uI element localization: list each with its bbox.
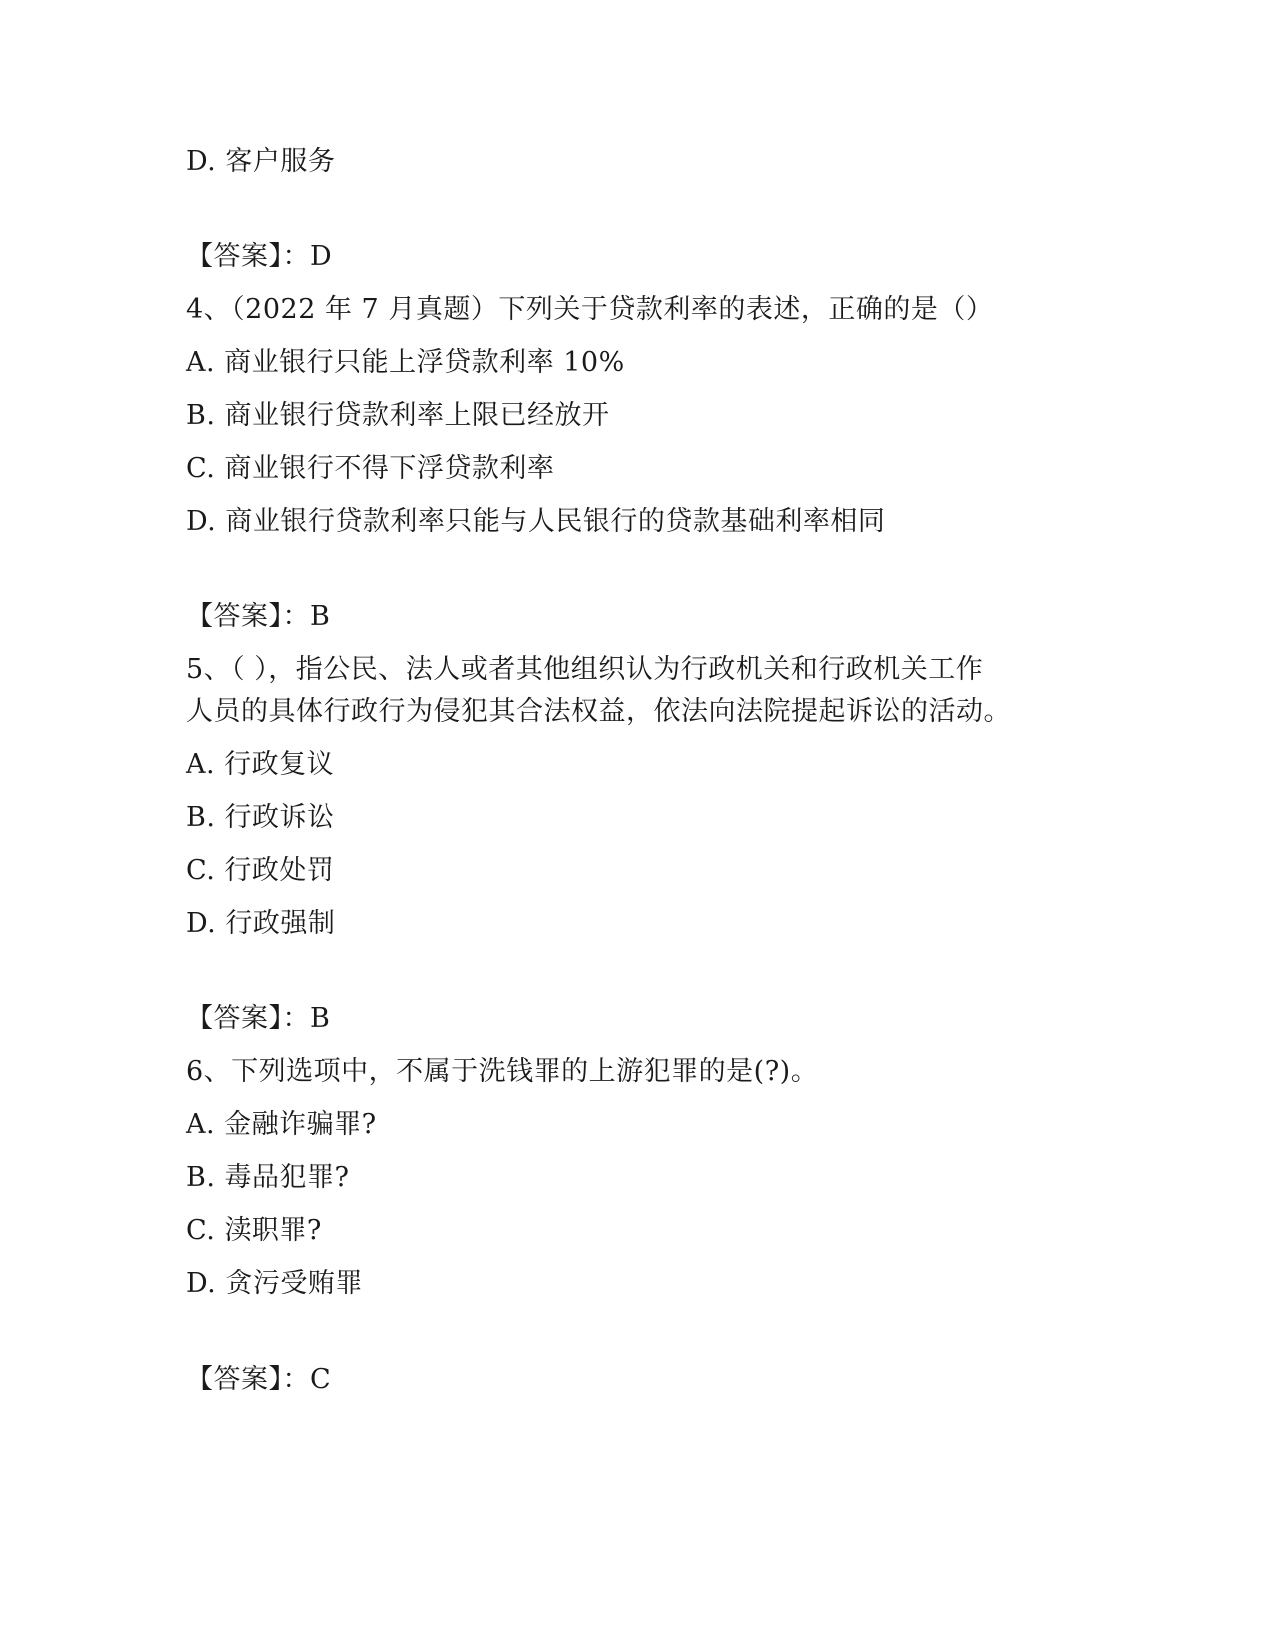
question-5-stem-line2: 人员的具体行政行为侵犯其合法权益，依法向法院提起诉讼的活动。 <box>186 696 1011 727</box>
question-4-answer: 【答案】：B <box>186 601 331 632</box>
question-6-option-b: B. 毒品犯罪? <box>186 1162 350 1193</box>
question-4-stem: 4、（2022 年 7 月真题）下列关于贷款利率的表述，正确的是（） <box>186 294 994 325</box>
question-4-option-c: C. 商业银行不得下浮贷款利率 <box>186 453 555 484</box>
question-5-option-b: B. 行政诉讼 <box>186 802 335 833</box>
question-4-option-d: D. 商业银行贷款利率只能与人民银行的贷款基础利率相同 <box>186 506 886 537</box>
question-6-option-d: D. 贪污受贿罪 <box>186 1268 363 1299</box>
question-5-answer: 【答案】：B <box>186 1003 331 1034</box>
question-6-option-c: C. 渎职罪? <box>186 1215 322 1246</box>
prev-answer: 【答案】：D <box>186 241 333 272</box>
question-4-option-a: A. 商业银行只能上浮贷款利率 10% <box>186 347 625 378</box>
question-4-option-b: B. 商业银行贷款利率上限已经放开 <box>186 400 610 431</box>
question-5-option-d: D. 行政强制 <box>186 908 336 939</box>
question-5-stem-line1: 5、（ ），指公民、法人或者其他组织认为行政机关和行政机关工作 <box>186 654 984 685</box>
question-5-option-a: A. 行政复议 <box>186 749 335 780</box>
question-5-option-c: C. 行政处罚 <box>186 855 335 886</box>
question-6-answer: 【答案】：C <box>186 1364 332 1395</box>
question-6-stem: 6、下列选项中，不属于洗钱罪的上游犯罪的是(?)。 <box>186 1056 819 1087</box>
question-6-option-a: A. 金融诈骗罪? <box>186 1109 377 1140</box>
prev-option-d: D. 客户服务 <box>186 146 336 177</box>
